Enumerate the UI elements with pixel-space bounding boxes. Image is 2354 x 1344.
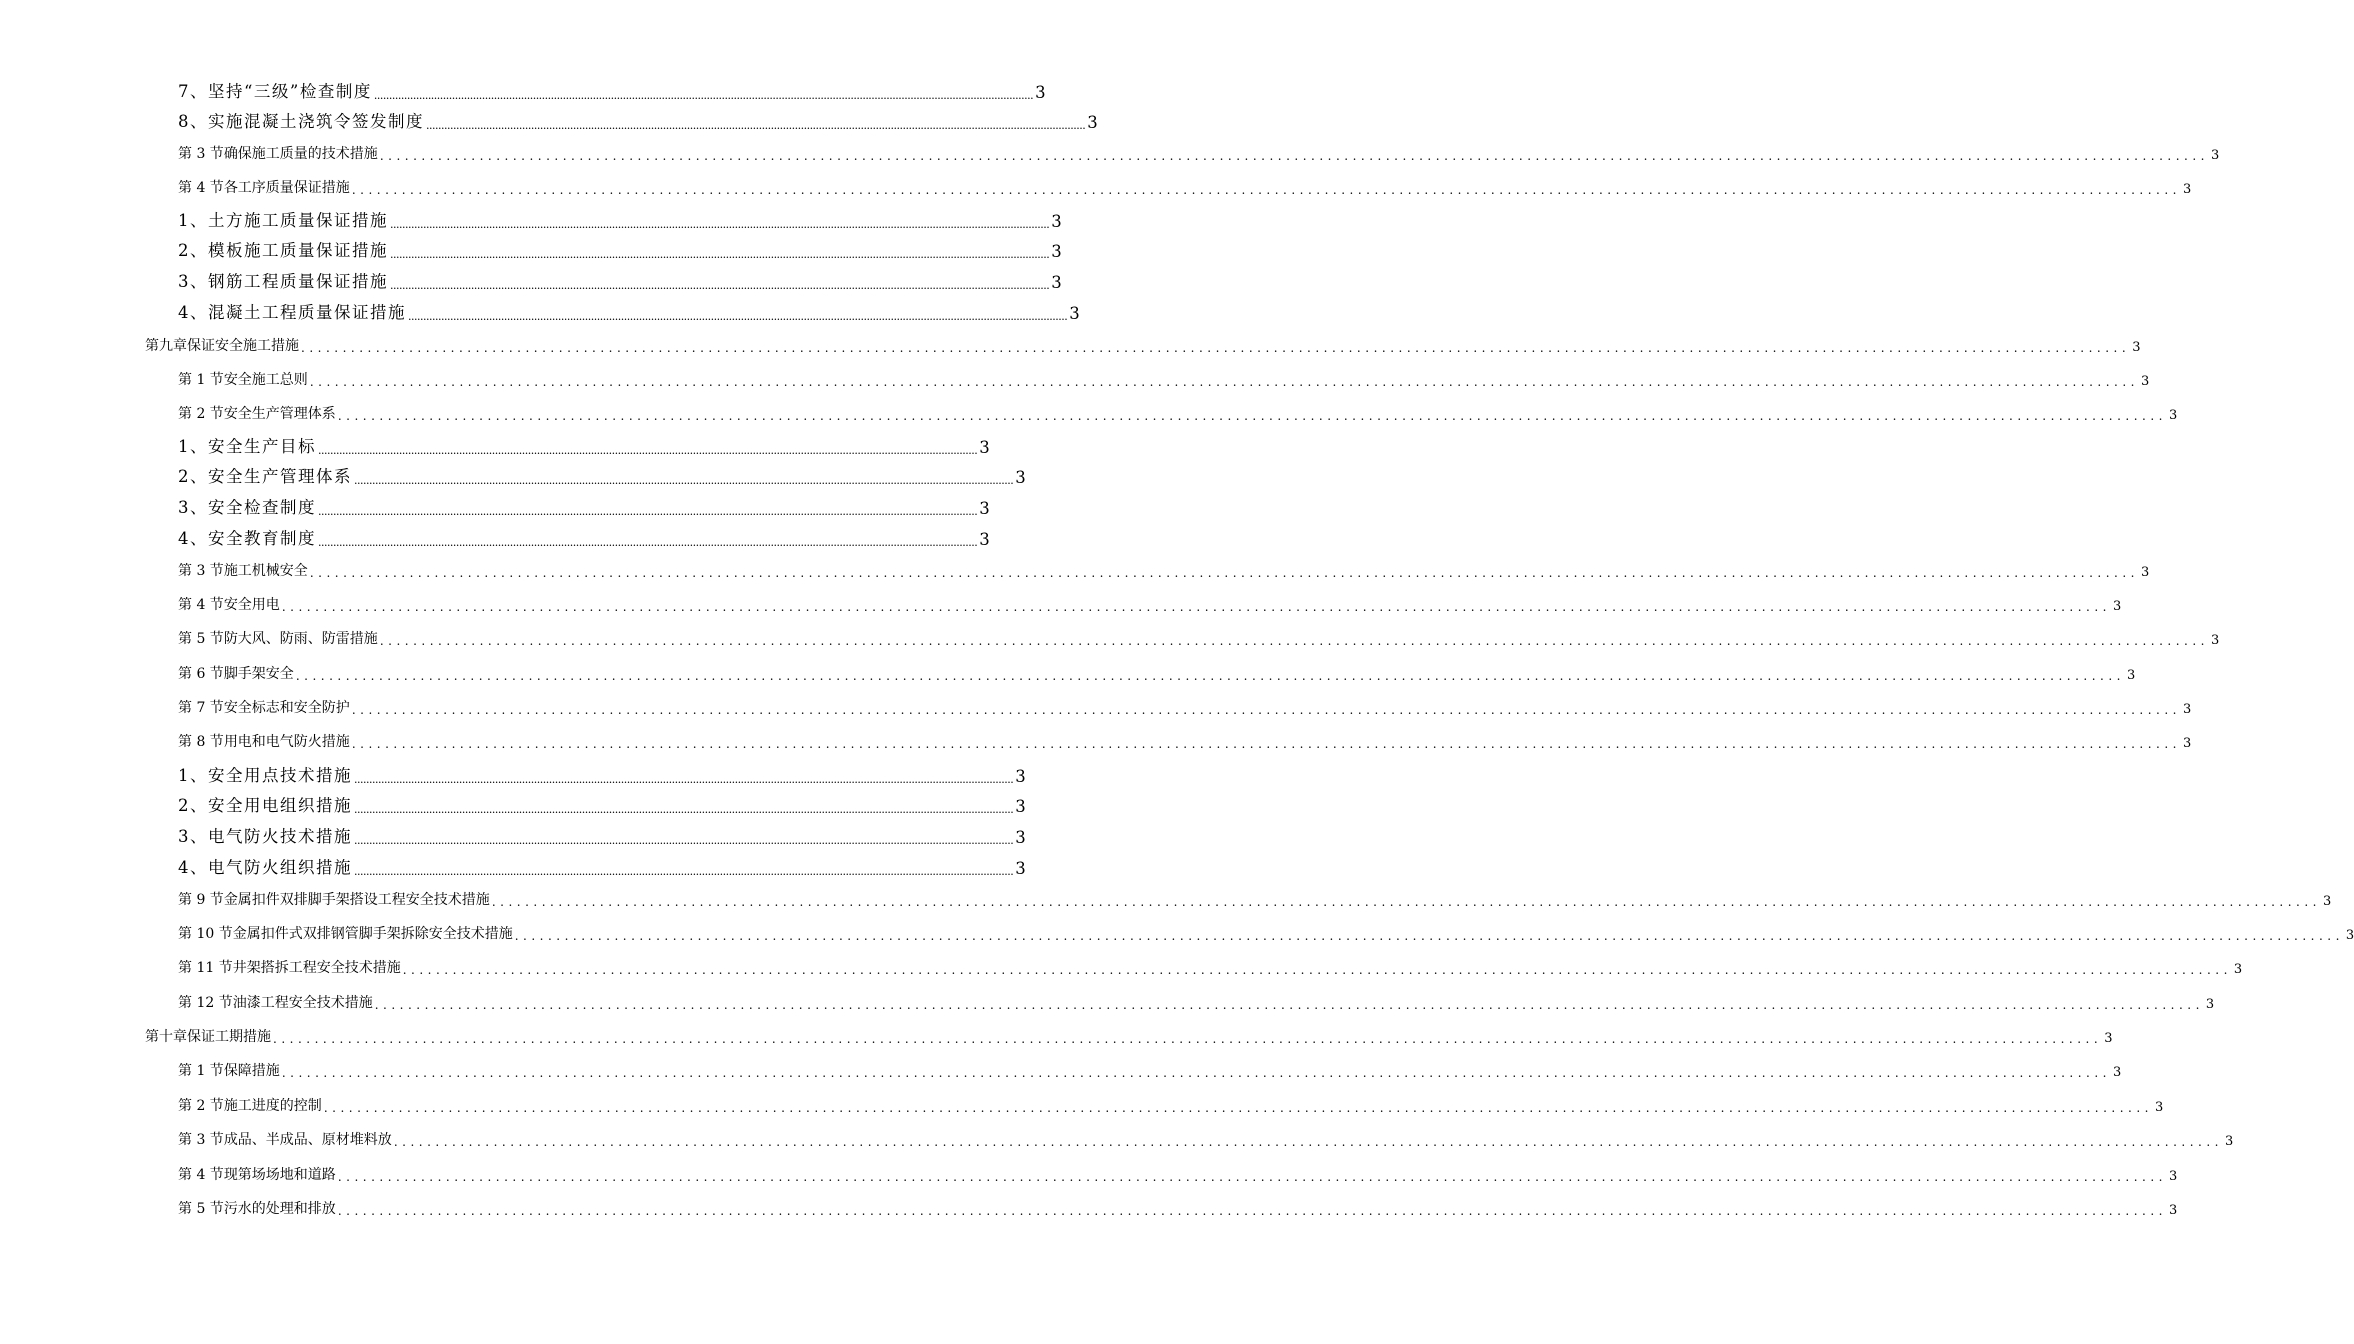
toc-entry-title: 安全检查制度 — [208, 498, 316, 517]
toc-dot-leader: ............................................................................................................................................................................................................................ — [301, 341, 2131, 355]
toc-entry-number: 第十章 — [145, 1029, 187, 1045]
toc-entry[interactable] — [178, 1192, 2178, 1218]
toc-entry[interactable] — [145, 329, 2141, 355]
toc-entry-page-number: 3 — [1015, 828, 1026, 847]
toc-entry-page-number: 3 — [2155, 1100, 2164, 1115]
toc-entry[interactable] — [178, 657, 2136, 683]
toc-dot-leader: ............................................................................................................................................................................................................................ — [390, 279, 1050, 292]
toc-entry-title: 安全标志和安全防护 — [223, 700, 350, 716]
toc-entry-page-number: 3 — [1015, 468, 1026, 487]
toc-entry-number: 4、 — [178, 529, 208, 548]
toc-entry-page-number: 3 — [1015, 767, 1026, 786]
toc-entry-number: 第 3 节 — [178, 146, 224, 162]
toc-entry-page-number: 3 — [2104, 1031, 2113, 1046]
toc-entry[interactable] — [178, 760, 1026, 786]
toc-entry[interactable] — [178, 622, 2220, 648]
toc-entry-page-number: 3 — [2225, 1134, 2234, 1149]
toc-entry-page-number: 3 — [2211, 148, 2220, 163]
toc-entry-page-number: 3 — [2183, 702, 2192, 717]
toc-entry-number: 第 3 节 — [178, 1132, 224, 1148]
toc-entry-title: 保证工期措施 — [187, 1029, 271, 1045]
toc-entry[interactable] — [178, 205, 1062, 231]
toc-entry[interactable] — [178, 397, 2178, 423]
toc-entry-page-number: 3 — [2127, 668, 2136, 683]
toc-dot-leader: ............................................................................................................................................................................................................................ — [393, 1135, 2223, 1149]
toc-entry-title: 电气防火技术措施 — [208, 827, 352, 846]
toc-dot-leader: ............................................................................................................................................................................................................................ — [390, 248, 1050, 261]
toc-entry-title: 安全用点技术措施 — [208, 766, 352, 785]
toc-entry[interactable] — [178, 363, 2150, 389]
toc-dot-leader: ............................................................................................................................................................................................................................ — [309, 375, 2139, 389]
toc-entry[interactable] — [178, 1054, 2122, 1080]
toc-entry[interactable] — [178, 1089, 2164, 1115]
toc-entry-title: 防大风、防雨、防雷措施 — [223, 631, 378, 647]
toc-dot-leader: ............................................................................................................................................................................................................................ — [323, 1101, 2153, 1115]
toc-entry[interactable] — [178, 852, 1026, 878]
toc-entry-number: 2、 — [178, 796, 208, 815]
toc-entry[interactable] — [178, 297, 1080, 323]
toc-dot-leader: ............................................................................................................................................................................................................................ — [426, 119, 1086, 132]
toc-entry[interactable] — [178, 461, 1026, 487]
toc-entry-page-number: 3 — [1015, 797, 1026, 816]
toc-entry-page-number: 3 — [1069, 304, 1080, 323]
toc-entry-page-number: 3 — [2211, 633, 2220, 648]
toc-dot-leader: ............................................................................................................................................................................................................................ — [337, 1170, 2167, 1184]
toc-entry[interactable] — [178, 171, 2192, 197]
toc-dot-leader: ............................................................................................................................................................................................................................ — [514, 929, 2344, 943]
toc-entry-page-number: 3 — [2183, 182, 2192, 197]
toc-entry-page-number: 3 — [2205, 997, 2215, 1012]
toc-dot-leader: ............................................................................................................................................................................................................................ — [337, 1204, 2167, 1218]
toc-entry-page-number: 3 — [2183, 736, 2192, 751]
toc-entry-page-number: 3 — [1051, 273, 1062, 292]
toc-entry-number: 第 4 节 — [178, 597, 224, 613]
toc-dot-leader: ............................................................................................................................................................................................................................ — [491, 895, 2321, 909]
toc-entry-page-number: 3 — [2132, 340, 2141, 355]
toc-entry-title: 成品、半成品、原材堆料放 — [223, 1132, 392, 1148]
toc-entry-title: 安全用电 — [223, 597, 280, 613]
toc-dot-leader: ............................................................................................................................................................................................................................ — [309, 566, 2139, 580]
toc-entry-number: 2、 — [178, 241, 208, 260]
toc-entry-number: 第 3 节 — [178, 563, 224, 579]
toc-entry-page-number: 3 — [2169, 1203, 2178, 1218]
toc-entry-title: 各工序质量保证措施 — [223, 180, 350, 196]
toc-entry[interactable] — [178, 951, 2243, 977]
toc-entry-title: 污水的处理和排放 — [223, 1201, 336, 1217]
toc-entry[interactable] — [178, 917, 2354, 943]
toc-dot-leader: ............................................................................................................................................................................................................................ — [354, 865, 1014, 878]
toc-entry[interactable] — [178, 137, 2220, 163]
toc-dot-leader: ............................................................................................................................................................................................................................ — [273, 1032, 2103, 1046]
toc-entry-number: 3、 — [178, 498, 208, 517]
toc-entry-number: 1、 — [178, 437, 208, 456]
toc-entry[interactable] — [178, 1158, 2178, 1184]
toc-entry-title: 模板施工质量保证措施 — [208, 241, 388, 260]
toc-entry-number: 第 2 节 — [178, 1098, 224, 1114]
toc-dot-leader: ............................................................................................................................................................................................................................ — [354, 773, 1014, 786]
toc-dot-leader: ............................................................................................................................................................................................................................ — [318, 444, 978, 457]
toc-dot-leader: ............................................................................................................................................................................................................................ — [281, 600, 2111, 614]
toc-entry-title: 现第场场地和道路 — [223, 1167, 336, 1183]
toc-entry-number: 第 5 节 — [178, 631, 224, 647]
toc-entry-number: 第 12 节 — [178, 995, 233, 1011]
toc-entry-title: 实施混凝土浇筑令签发制度 — [208, 112, 424, 131]
toc-entry-page-number: 3 — [1051, 212, 1062, 231]
toc-entry[interactable] — [178, 588, 2122, 614]
toc-entry-number: 7、 — [178, 82, 208, 101]
toc-entry-title: 保障措施 — [223, 1063, 280, 1079]
toc-entry-title: 安全生产管理体系 — [223, 406, 336, 422]
toc-dot-leader: ............................................................................................................................................................................................................................ — [373, 89, 1034, 102]
toc-dot-leader: ............................................................................................................................................................................................................................ — [354, 803, 1014, 816]
toc-entry-page-number: 3 — [979, 438, 990, 457]
toc-dot-leader: ............................................................................................................................................................................................................................ — [354, 474, 1014, 487]
toc-entry-number: 第 1 节 — [178, 1063, 224, 1079]
toc-entry[interactable] — [178, 431, 990, 457]
toc-entry-number: 2、 — [178, 467, 208, 486]
toc-entry-page-number: 3 — [2323, 894, 2332, 909]
toc-entry-title: 保证安全施工措施 — [187, 338, 299, 354]
toc-entry-title: 油漆工程安全技术措施 — [232, 995, 373, 1011]
toc-dot-leader: ............................................................................................................................................................................................................................ — [318, 505, 978, 518]
toc-entry[interactable] — [178, 1123, 2234, 1149]
toc-dot-leader: ............................................................................................................................................................................................................................ — [379, 634, 2209, 648]
toc-entry-title: 安全用电组织措施 — [208, 796, 352, 815]
toc-entry-number: 第 9 节 — [178, 892, 224, 908]
toc-entry-page-number: 3 — [2141, 374, 2150, 389]
toc-entry-page-number: 3 — [2169, 408, 2178, 423]
toc-entry-number: 第 8 节 — [178, 734, 224, 750]
toc-entry-number: 第 1 节 — [178, 372, 224, 388]
toc-entry-title: 安全生产目标 — [208, 437, 316, 456]
toc-entry-page-number: 3 — [2113, 1065, 2122, 1080]
toc-entry-number: 第九章 — [145, 338, 187, 354]
toc-entry-number: 第 4 节 — [178, 180, 224, 196]
toc-entry-title: 混凝土工程质量保证措施 — [208, 303, 406, 322]
toc-dot-leader: ............................................................................................................................................................................................................................ — [351, 737, 2181, 751]
toc-entry[interactable] — [178, 790, 1026, 816]
toc-entry-number: 3、 — [178, 827, 208, 846]
toc-entry-number: 第 11 节 — [178, 960, 233, 976]
toc-entry[interactable] — [178, 235, 1062, 261]
toc-entry-page-number: 3 — [979, 499, 990, 518]
toc-entry[interactable] — [178, 492, 990, 518]
toc-entry-page-number: 3 — [1051, 242, 1062, 261]
toc-dot-leader: ............................................................................................................................................................................................................................ — [318, 536, 978, 549]
toc-entry-page-number: 3 — [2345, 928, 2354, 943]
toc-entry-title: 安全教育制度 — [208, 529, 316, 548]
toc-entry[interactable] — [178, 821, 1026, 847]
toc-entry-title: 安全施工总则 — [223, 372, 308, 388]
toc-entry-page-number: 3 — [1035, 83, 1046, 102]
toc-entry-number: 第 6 节 — [178, 666, 224, 682]
toc-entry-title: 井架搭拆工程安全技术措施 — [232, 960, 401, 976]
toc-entry-title: 金属扣件式双排钢管脚手架拆除安全技术措施 — [232, 926, 513, 942]
toc-entry-title: 安全生产管理体系 — [208, 467, 352, 486]
toc-entry-page-number: 3 — [1087, 113, 1098, 132]
toc-dot-leader: ............................................................................................................................................................................................................................ — [337, 409, 2167, 423]
toc-dot-leader: ............................................................................................................................................................................................................................ — [390, 218, 1050, 231]
toc-entry-page-number: 3 — [1015, 859, 1026, 878]
toc-entry-number: 第 7 节 — [178, 700, 224, 716]
toc-entry-page-number: 3 — [2233, 962, 2243, 977]
toc-entry[interactable] — [178, 691, 2192, 717]
toc-entry-title: 金属扣件双排脚手架搭设工程安全技术措施 — [223, 892, 490, 908]
toc-entry-number: 8、 — [178, 112, 208, 131]
toc-entry-title: 施工机械安全 — [223, 563, 308, 579]
toc-dot-leader: ............................................................................................................................................................................................................................ — [351, 183, 2181, 197]
toc-entry-title: 钢筋工程质量保证措施 — [208, 272, 388, 291]
toc-entry-title: 电气防火组织措施 — [208, 858, 352, 877]
toc-dot-leader: ............................................................................................................................................................................................................................ — [379, 149, 2209, 163]
toc-entry-title: 土方施工质量保证措施 — [208, 211, 388, 230]
toc-entry[interactable] — [178, 106, 1098, 132]
toc-entry-page-number: 3 — [2113, 599, 2122, 614]
toc-entry-title: 用电和电气防火措施 — [223, 734, 350, 750]
toc-entry[interactable] — [178, 883, 2332, 909]
toc-entry[interactable] — [178, 725, 2192, 751]
toc-entry[interactable] — [178, 986, 2215, 1012]
toc-entry[interactable] — [178, 554, 2150, 580]
toc-entry[interactable] — [178, 266, 1062, 292]
toc-dot-leader: ............................................................................................................................................................................................................................ — [354, 834, 1014, 847]
toc-dot-leader: ............................................................................................................................................................................................................................ — [408, 310, 1068, 323]
toc-entry[interactable] — [178, 76, 1046, 102]
toc-entry-number: 第 5 节 — [178, 1201, 224, 1217]
toc-entry-number: 1、 — [178, 766, 208, 785]
toc-dot-leader: ............................................................................................................................................................................................................................ — [281, 1066, 2111, 1080]
toc-dot-leader: ............................................................................................................................................................................................................................ — [351, 703, 2181, 717]
toc-entry-number: 4、 — [178, 303, 208, 322]
toc-entry-page-number: 3 — [979, 530, 990, 549]
toc-entry[interactable] — [145, 1020, 2113, 1046]
toc-entry-number: 第 4 节 — [178, 1167, 224, 1183]
toc-dot-leader: ............................................................................................................................................................................................................................ — [402, 963, 2232, 977]
toc-entry-title: 坚持“三级”检查制度 — [208, 82, 372, 101]
toc-entry-number: 4、 — [178, 858, 208, 877]
toc-entry-title: 脚手架安全 — [223, 666, 294, 682]
toc-entry-title: 确保施工质量的技术措施 — [223, 146, 378, 162]
toc-entry-number: 第 2 节 — [178, 406, 224, 422]
toc-entry-number: 第 10 节 — [178, 926, 233, 942]
toc-entry-page-number: 3 — [2169, 1169, 2178, 1184]
toc-dot-leader: ............................................................................................................................................................................................................................ — [295, 669, 2125, 683]
toc-entry[interactable] — [178, 523, 990, 549]
toc-entry-title: 施工进度的控制 — [223, 1098, 322, 1114]
toc-dot-leader: ............................................................................................................................................................................................................................ — [374, 998, 2204, 1012]
toc-entry-number: 3、 — [178, 272, 208, 291]
toc-entry-page-number: 3 — [2141, 565, 2150, 580]
toc-entry-number: 1、 — [178, 211, 208, 230]
